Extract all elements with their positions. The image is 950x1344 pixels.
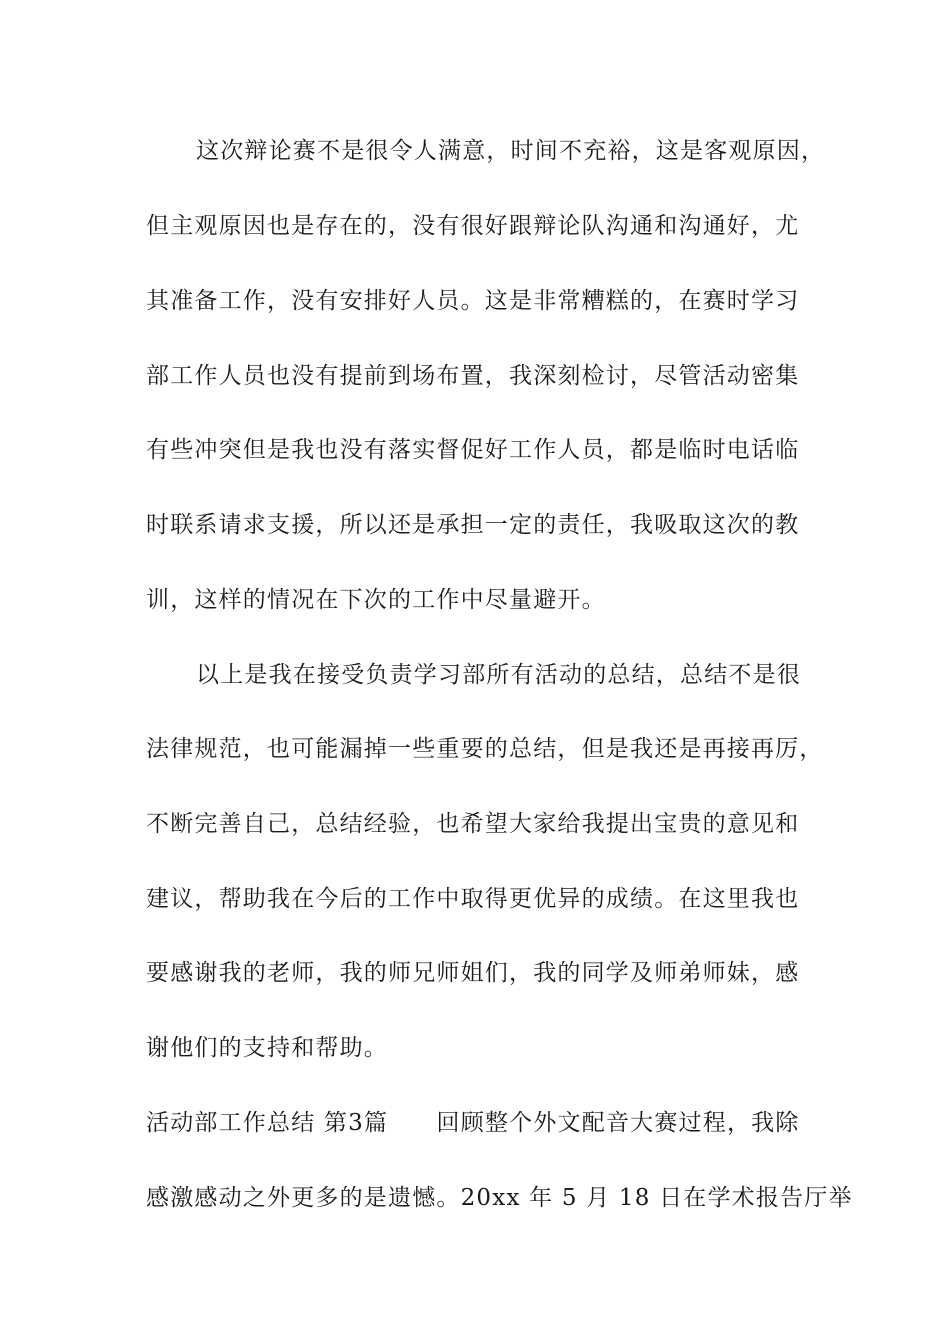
paragraph-1-line-2: 但主观原因也是存在的，没有很好跟辩论队沟通和沟通好，尤	[146, 213, 800, 239]
paragraph-1-line-1: 这次辩论赛不是很令人满意，时间不充裕，这是客观原因，	[196, 138, 826, 164]
paragraph-2-line-2: 法律规范，也可能漏掉一些重要的总结，但是我还是再接再厉，	[146, 736, 824, 762]
paragraph-3-line-2: 感激感动之外更多的是遗憾。20xx 年 5 月 18 日在学术报告厅举	[146, 1185, 853, 1211]
paragraph-1-line-6: 时联系请求支援，所以还是承担一定的责任，我吸取这次的教	[146, 512, 800, 538]
paragraph-2-line-3: 不断完善自己，总结经验，也希望大家给我提出宝贵的意见和	[146, 811, 800, 837]
paragraph-2-line-5: 要感谢我的老师，我的师兄师姐们，我的同学及师弟师妹，感	[146, 960, 800, 986]
paragraph-2-line-1: 以上是我在接受负责学习部所有活动的总结，总结不是很	[196, 662, 801, 688]
paragraph-1-line-4: 部工作人员也没有提前到场布置，我深刻检讨，尽管活动密集	[146, 363, 800, 389]
paragraph-1-line-3: 其准备工作，没有安排好人员。这是非常糟糕的，在赛时学习	[146, 288, 800, 314]
paragraph-3-line-1: 活动部工作总结 第3篇 回顾整个外文配音大赛过程，我除	[146, 1110, 800, 1136]
paragraph-1-line-5: 有些冲突但是我也没有落实督促好工作人员，都是临时电话临	[146, 437, 800, 463]
paragraph-2-line-4: 建议，帮助我在今后的工作中取得更优异的成绩。在这里我也	[146, 886, 800, 912]
paragraph-2-line-6: 谢他们的支持和帮助。	[146, 1035, 388, 1061]
paragraph-1-line-7: 训，这样的情况在下次的工作中尽量避开。	[146, 587, 606, 613]
